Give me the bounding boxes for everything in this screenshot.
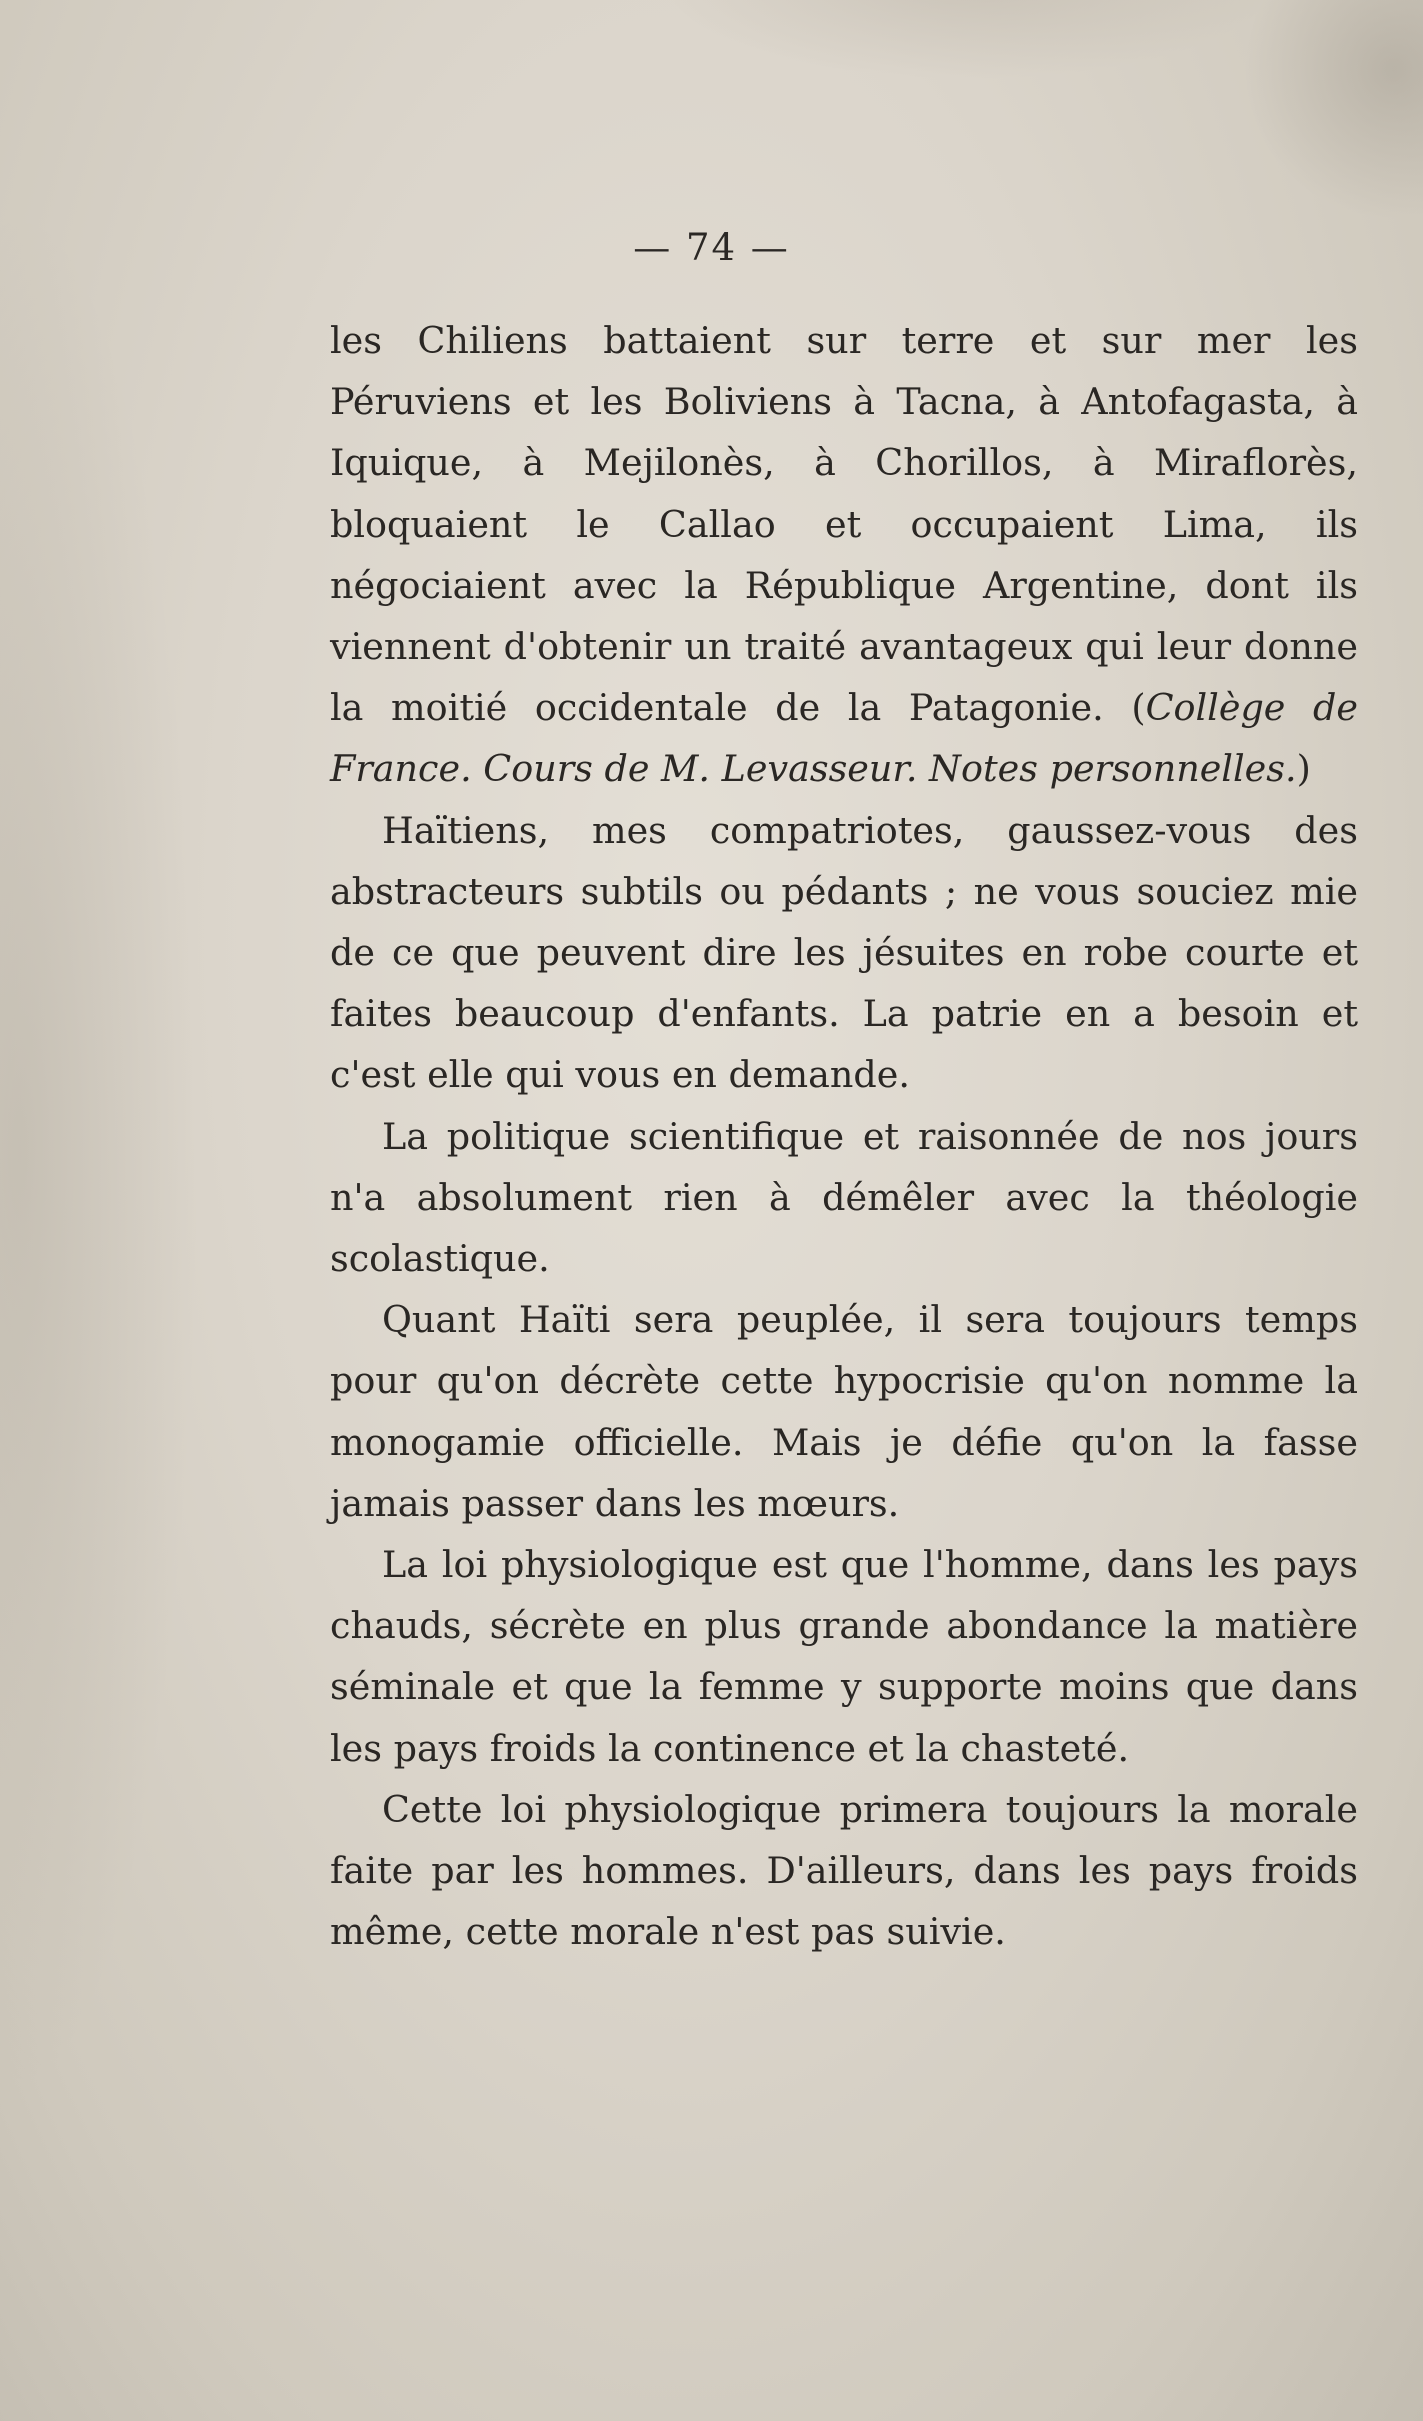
- paragraph-continued: [330, 310, 1358, 800]
- body-text: [330, 310, 1358, 1962]
- paragraph: La politique scientifique et raisonnée de nos jours n'a absolument rien à démêler avec la théologie scolastique.: [330, 1114, 1358, 1281]
- paragraph: Quant Haïti sera peuplée, il sera toujours temps pour qu'on décrète cette hypocrisie qu'on nomme la monogamie officielle. Mais je défie qu'on la fasse jamais passer dans les mœurs.: [330, 1298, 1358, 1525]
- paragraph: Cette loi physiologique primera toujours la morale faite par les hommes. D'ailleurs, dans les pays froids même, cette morale n'est pas suivie.: [330, 1787, 1358, 1954]
- paragraph: La loi physiologique est que l'homme, dans les pays chauds, sécrète en plus grande abondance la matière séminale et que la femme y supporte moins que dans les pays froids la continence et la chasteté.: [330, 1543, 1358, 1770]
- paper-stain: [1243, 0, 1423, 220]
- citation-italic: Collège de France. Cours de M. Levasseur. Notes personnelles.: [330, 686, 1359, 791]
- paragraph: Haïtiens, mes compatriotes, gaussez-vous des abstracteurs subtils ou pédants ; ne vous souciez mie de ce que peuvent dire les jésuites en robe courte et faites beaucoup d'enfants. La patrie en a besoin et c'est elle qui vous en demande.: [330, 808, 1358, 1097]
- paragraph-text: ): [1296, 747, 1311, 791]
- paper-stain: [660, 0, 1280, 80]
- paper-stain: [0, 200, 200, 2100]
- paragraph-text: les Chiliens battaient sur terre et sur mer les Péruviens et les Boliviens à Tacna, à Antofagasta, à Iquique, à Mejilonès, à Chorillos, à Miraflorès, bloquaient le Callao et occupaient Lima, ils négociaient avec la République Argentine, dont ils viennent d'obtenir un traité avantageux qui leur donne la moitié occidentale de la Patagonie. (: [330, 319, 1358, 730]
- page-number: — 74 —: [633, 226, 790, 269]
